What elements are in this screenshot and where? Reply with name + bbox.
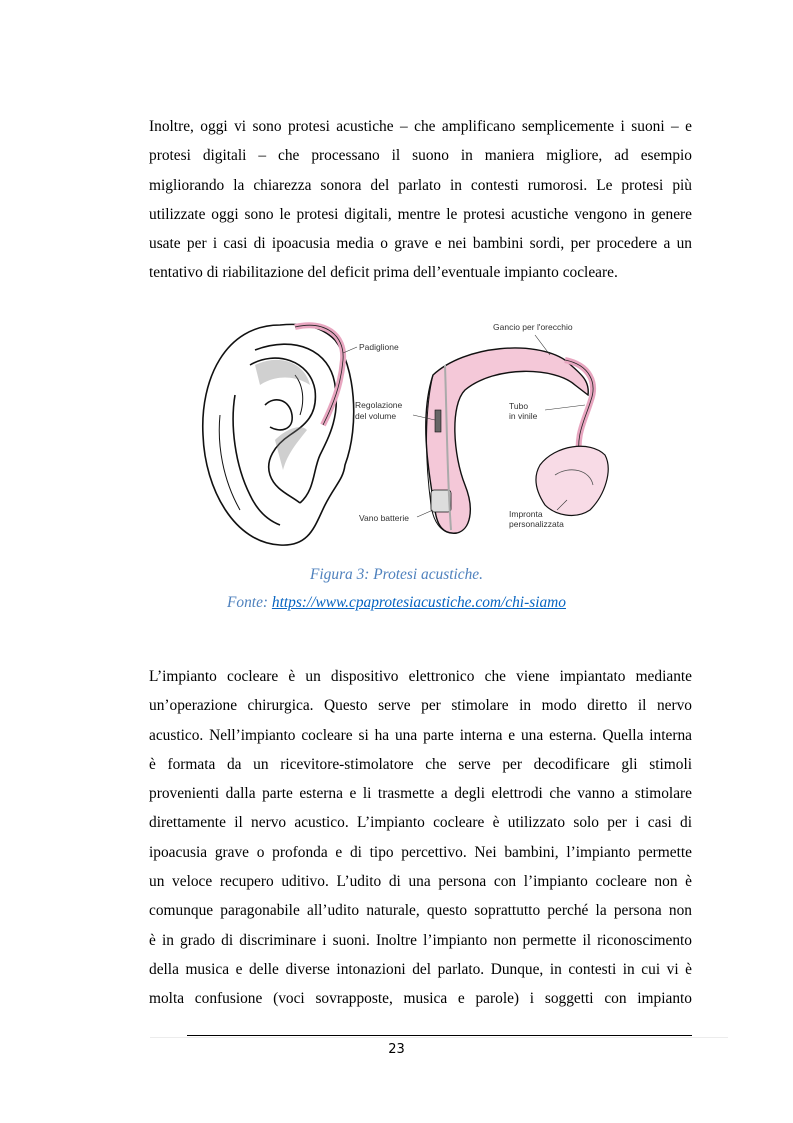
figure-caption: Figura 3: Protesi acustiche. — [310, 566, 483, 583]
hearing-aid-illustration — [426, 348, 608, 533]
text-line: acustico. Nell’impianto cocleare si ha una parte interna e una esterna. Quella interna — [149, 726, 692, 744]
text-line: Inoltre, oggi vi sono protesi acustiche – che amplificano semplicemente i suoni – e — [149, 118, 692, 135]
footer-faint-rule — [150, 1037, 728, 1038]
source-link[interactable]: https://www.cpaprotesiacustiche.com/chi-siamo — [271, 594, 566, 611]
paragraph-hearing-aids — [149, 112, 692, 288]
text-line: ipoacusia grave o profonda e di tipo percettivo. Nei bambini, l’impianto permette — [149, 843, 692, 861]
label-impronta-2: personalizzata — [509, 519, 564, 529]
text-line: L’impianto cocleare è un dispositivo elettronico che viene impiantato mediante — [149, 668, 692, 685]
text-line: protesi digitali – che processano il suono in maniera migliore, ad esempio — [149, 147, 692, 165]
text-line: provenienti dalla parte esterna e li trasmette a degli elettrodi che vanno a stimolare — [149, 785, 692, 803]
source-prefix: Fonte: — [227, 594, 272, 611]
text-line: utilizzate oggi sono le protesi digitali, mentre le protesi acustiche vengono in genere — [149, 205, 692, 223]
text-line: tentativo di riabilitazione del deficit prima dell’eventuale impianto cocleare. — [149, 264, 618, 282]
paragraph-cochlear-implant — [149, 662, 692, 1014]
text-line: un veloce recupero uditivo. L’udito di una persona con l’impianto cocleare non è — [149, 873, 692, 891]
text-line: molta confusione (voci sovrapposte, musica e parole) i soggetti con impianto — [149, 990, 692, 1008]
label-tubo-2: in vinile — [509, 411, 538, 421]
label-gancio: Gancio per l'orecchio — [493, 322, 573, 332]
page-number: 23 — [388, 1042, 405, 1057]
label-vano: Vano batterie — [359, 513, 409, 523]
figure-source — [0, 594, 793, 612]
text-line: comunque paragonabile all’udito naturale, questo soprattutto perché la persona non — [149, 902, 692, 920]
label-regolazione-1: Regolazione — [355, 400, 403, 410]
text-line: usate per i casi di ipoacusia media o grave e nei bambini sordi, per procedere a un — [149, 235, 692, 253]
text-line: direttamente il nervo acustico. L’impianto cocleare è utilizzato solo per i casi di — [149, 814, 692, 832]
text-line: è in grado di discriminare i suoni. Inoltre l’impianto non permette il riconoscimento — [149, 931, 692, 949]
label-impronta-1: Impronta — [509, 509, 543, 519]
text-line: migliorando la chiarezza sonora del parlato in contesti rumorosi. Le protesi più — [149, 176, 692, 194]
label-tubo-1: Tubo — [509, 401, 529, 411]
text-line: un’operazione chirurgica. Questo serve per stimolare in modo diretto il nervo — [149, 697, 692, 715]
text-line: della musica e delle diverse intonazioni del parlato. Dunque, in contesti in cui vi è — [149, 960, 692, 978]
text-line: è formata da un ricevitore-stimolatore che serve per decodificare gli stimoli — [149, 755, 692, 773]
footer-rule — [187, 1035, 692, 1036]
label-regolazione-2: del volume — [355, 411, 397, 421]
label-padiglione: Padiglione — [359, 342, 399, 352]
ear-illustration — [203, 324, 354, 545]
hearing-aid-figure — [195, 305, 615, 550]
